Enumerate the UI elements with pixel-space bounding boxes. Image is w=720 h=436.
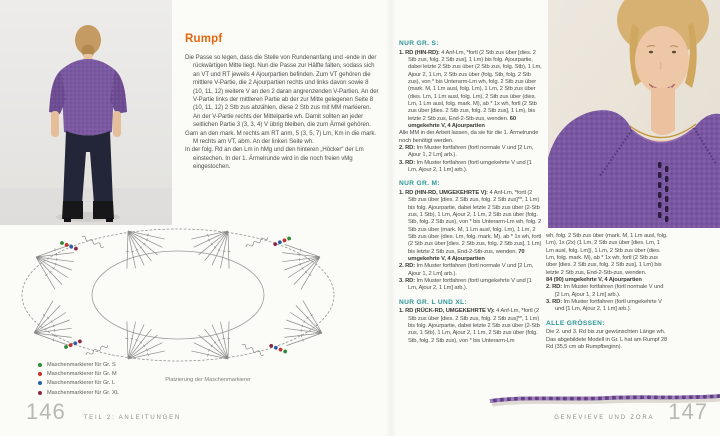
section-heading: NUR GR. S: — [399, 40, 439, 47]
page-right — [390, 0, 720, 436]
marker-dots-ne — [273, 236, 292, 247]
eye — [672, 51, 676, 54]
page-number-right: 147 — [668, 399, 708, 424]
stitch-marker-diagram — [10, 221, 342, 373]
right-arm — [113, 111, 121, 137]
page-number-left: 146 — [26, 399, 66, 424]
marker-dots-se — [269, 343, 288, 354]
marker-dots-nw — [60, 241, 79, 252]
section-heading: NUR GR. L UND XL: — [399, 298, 468, 306]
legend-label: Maschenmarkierer für Gr. L — [47, 380, 116, 387]
paragraph: Garn an den mark. M rechts am RT anm, 5 (3, 5, 7) Lm, Km in die mark. M rechts am VT, abm. An der linken Seite wh. — [185, 129, 377, 146]
left-boot — [62, 201, 83, 219]
instruction-text: 2. RD: Im Muster fortfahren (fortl normale V und [2 Lm, Ajour 1, 2 Lm] arb.). — [546, 284, 664, 298]
instruction-text: 1. RD (HIN-RD): 4 Anf-Lm, *fortl (2 Stb zus über [dies. 2 Stb zus, folg. 2 Stb zus], 1 Lm) bis folg. Ajourpartie, dabei letzte 2 Stb zus über (2 Stb zus, folg. Stb), 1 Lm, Ajour 2, 1 Lm, 2 Stb zus über (folg. Stb, folg. 2 Stb zus), von * bis Unterarm-Lm wh, folg. 2 Stb zus über (mark. M, 1 Lm ausl, folg. Lm), 1 Lm, 2 Stb zus über (dies. Lm, 1 Lm ausl, folg. Lm), 2 Stb zus über (dies. Lm, 1 Lm ausl, folg. mark. M), ab * 1x wh, fortl (2 Stb zus über [dies. 2 Stb zus, folg. 2 Stb zus], 1 Lm), bis letzte 2 Stb zus, End-2-Stb-zus, wenden. 60 umgekehrte V, 4 Ajourpartien — [399, 49, 542, 129]
instruction-text: 84 (90) umgekehrte V, 4 Ajourpartien — [546, 277, 642, 284]
section-heading: ALLE GRÖSSEN: — [546, 319, 605, 327]
legend-item — [38, 388, 119, 397]
photo-model-front-view — [548, 0, 720, 228]
right-boot — [93, 201, 114, 219]
instruction-text: 3. RD: Im Muster fortfahren (fortl umgekehrte V und [1 Lm, Ajour 2, 1 Lm] arb.). — [399, 159, 532, 174]
legend-item — [38, 379, 119, 388]
model-front-illustration — [548, 0, 720, 228]
marker-dot-icon — [38, 372, 42, 376]
instruction-text: 2. RD: Im Muster fortfahren (fortl normale V und [2 Lm, Ajour 1, 2 Lm] arb.). — [399, 263, 534, 277]
instruction-text: 1. RD (RÜCK-RD, UMGEKEHRTE V): 4 Anf-Lm, *fortl (2 Stb zus über [dies. 2 Stb zus, folg. 2 Stb zus]**, 1 Lm) bis folg. Ajourpartie, dabei letzte 2 Stb zus über (2-Stb zus, 1 Stb), 1 Lm, Ajour 2, 1 Lm, 2 Stb zus über (folg. Stb, folg. 2 Stb zus), von * bis Unterarm-Lm — [399, 308, 540, 344]
crochet-chart — [10, 221, 342, 373]
paragraph: In der folg. Rd an den Lm in hMg und den hinteren „Höcker“ der Lm einstechen. In der 1. Ärmelrunde wird in die noch freien vMg eingestochen. — [185, 146, 364, 171]
left-arm — [51, 111, 59, 137]
pattern-intro-text — [185, 54, 379, 172]
section-heading: NUR GR. M: — [399, 180, 440, 188]
footer-left — [26, 399, 181, 425]
photo-model-back-view — [0, 0, 172, 225]
diagram-caption: Platzierung der Maschenmarkierer — [165, 377, 251, 383]
legend-item — [38, 360, 119, 369]
instruction-text: 3. RD: Im Muster fortfahren (fortl umgekehrte V und [1 Lm, Ajour 2, 1 Lm] arb.). — [399, 278, 532, 292]
marker-dot-icon — [38, 391, 42, 395]
instruction-text: Alle MM in der Arbeit lassen, da sie für die 1. Ärmelrunde noch benötigt werden. — [399, 130, 539, 144]
model-back-illustration — [0, 0, 172, 225]
legend-label: Maschenmarkierer für Gr. S — [47, 361, 116, 368]
instructions-column-2 — [546, 233, 668, 351]
instruction-text: Die 2. und 3. Rd bis zur gewünschten Länge wh. Das abgebildete Modell in Gr. L hat am Rumpf 28 Rd (35,5 cm ab Rumpfbeginn). — [546, 329, 668, 350]
marker-legend — [38, 360, 119, 398]
legend-label: Maschenmarkierer für Gr. XL — [47, 389, 119, 396]
instruction-text: wh, folg. 2 Stb zus über (mark. M, 1 Lm ausl, folg. Lm), 1x (2x) (1 Lm, 2 Stb zus über [dies. Lm, 1 Lm ausl, folg. Lm]), 1 Lm, 2 Stb zus über (dies. Lm, folg. mark. M), ab * 1x wh, fortl (2 Stb zus über [dies. 2 Stb zus, folg. 2 Stb zus], 1 Lm) bis letzte 2 Stb zus, End-2-Stb-zus, wenden. — [546, 233, 668, 276]
legend-item — [38, 369, 119, 378]
instruction-text: 3. RD: Im Muster fortfahren (fortl umgekehrte V und [1 Lm, Ajour 2, 1 Lm] arb.). — [546, 299, 662, 313]
instructions-column-1 — [399, 40, 542, 345]
section-title: Rumpf — [185, 33, 223, 45]
face — [635, 26, 689, 94]
marker-dot-icon — [38, 363, 42, 367]
paragraph: Die Passe so legen, dass die Stelle von Rundenanfang und -ende in der rückwärtigen Mitte liegt. Nun die Passe zur Hälfte falten, sodass sich an VT und RT jeweils 4 Ajourpartien befinden. Zum VT gehören die mittlere V-Partie, die 2 Ajourpartien rechts und links davon sowie 8 (10, 11, 12) weitere V an den 2 daran angrenzenden V-Partien. An der V-Partie links der mittleren Partie ab der zur Mitte gelegenen Seite 8 (10, 11, 12) 2 Stb zus abzählen, diese 2 Stb zus mit MM markieren. An der V-Partie rechts der Mittelpartie wh. Damit sollten an jeder seitlichen Partie 3 (3, 3, 4) V übrig bleiben, die zum Ärmel gehören. — [185, 54, 379, 129]
yarn-strand — [478, 386, 720, 412]
instruction-text: 1. RD (HIN-RD, UMGEKEHRTE V): 4 Anf-Lm, *fortl (2 Stb zus über [dies. 2 Stb zus, folg. 2 Stb zus]**, 1 Lm) bis folg. Ajourpartie, dabei letzte 2 Stb zus über (2-Stb zus, 1 Stb), 1 Lm, Ajour 2, 1 Lm, 2 Stb zus über (folg. Stb, folg. 2 Stb zus), von * bis Unterarm-Lm wh, folg. 2 Stb zus über (mark. M, 1 Lm ausl, folg. Lm), 1 Lm, 2 Stb zus über (dies. Lm, folg. mark. M), ab * 1x wh, fortl (2 Stb zus über [dies. 2 Stb zus, folg. 2 Stb zus], 1 Lm) bis letzte 2 Stb zus, End-2-Stb-zus, wenden. 70 umgekehrte V, 4 Ajourpartien — [399, 189, 542, 262]
neck — [651, 88, 675, 135]
marker-dot-icon — [38, 381, 42, 385]
footer-label-left: TEIL 2: ANLEITUNGEN — [83, 415, 182, 421]
legend-label: Maschenmarkierer für Gr. M — [47, 371, 117, 378]
eye — [649, 51, 653, 54]
instruction-text: 2. RD: Im Muster fortfahren (fortl normale V und [2 Lm, Ajour 1, 2 Lm] arb.). — [399, 145, 534, 159]
footer-label-right: GENEVIEVE UND ZORA — [554, 415, 655, 421]
